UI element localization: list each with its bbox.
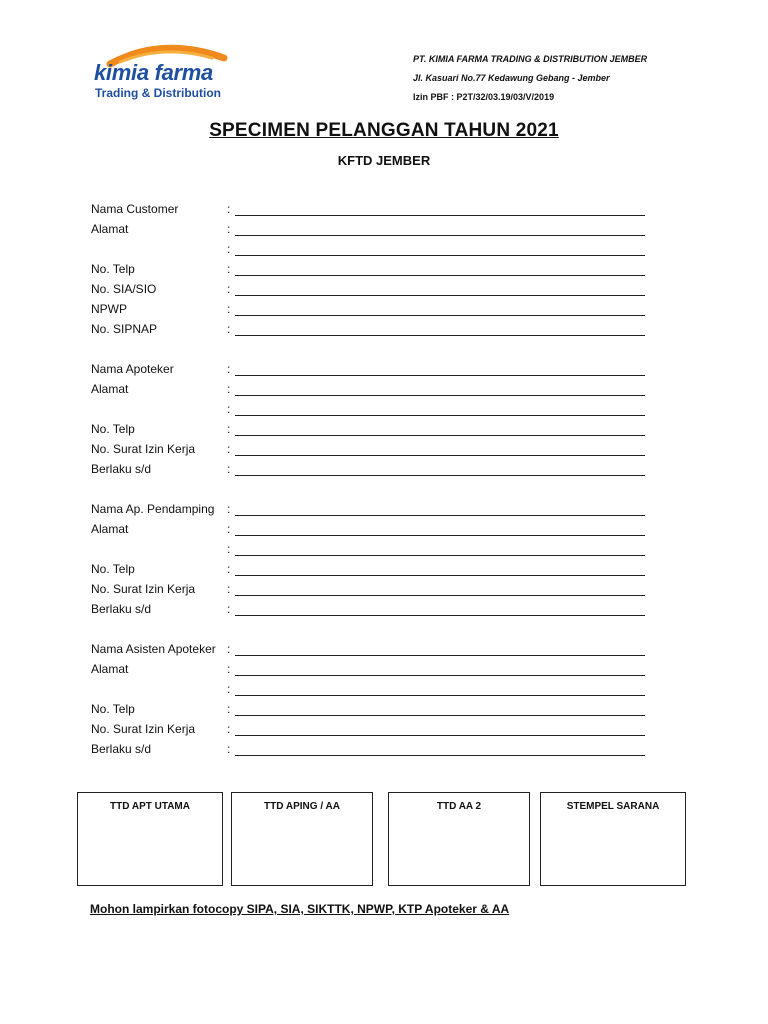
fill-in-line[interactable] (235, 695, 645, 696)
form-row (91, 420, 651, 440)
signature-box-aping-aa[interactable] (231, 792, 373, 886)
signature-caption: STEMPEL SARANA (566, 801, 660, 812)
signature-caption: TTD APT UTAMA (110, 801, 190, 812)
signature-caption: TTD AA 2 (436, 801, 482, 812)
form-row (91, 260, 651, 280)
field-colon: : (227, 442, 231, 456)
field-colon: : (227, 242, 231, 256)
form-row (91, 380, 651, 400)
field-label: Alamat (91, 662, 129, 676)
fill-in-line[interactable] (235, 415, 645, 416)
form-row (91, 280, 651, 300)
field-colon: : (227, 282, 231, 296)
field-label: Nama Ap. Pendamping (91, 502, 215, 516)
field-colon: : (227, 322, 231, 336)
field-label: Alamat (91, 522, 129, 536)
fill-in-line[interactable] (235, 255, 645, 256)
field-colon: : (227, 362, 231, 376)
section-gap (91, 340, 651, 360)
field-label: Berlaku s/d (91, 602, 152, 616)
form-row (91, 680, 651, 700)
fill-in-line[interactable] (235, 595, 645, 596)
fill-in-line[interactable] (235, 755, 645, 756)
form-row (91, 440, 651, 460)
fill-in-line[interactable] (235, 295, 645, 296)
field-label: No. Telp (91, 262, 135, 276)
fill-in-line[interactable] (235, 375, 645, 376)
signature-caption: TTD APING / AA (264, 801, 340, 812)
fill-in-line[interactable] (235, 555, 645, 556)
form-row (91, 220, 651, 240)
company-address: Jl. Kasuari No.77 Kedawung Gebang - Jember (413, 73, 610, 83)
field-colon: : (227, 402, 231, 416)
form-row (91, 580, 651, 600)
section-gap (91, 620, 651, 640)
fill-in-line[interactable] (235, 535, 645, 536)
form-row (91, 400, 651, 420)
field-label: Nama Apoteker (91, 362, 174, 376)
field-label: No. SIA/SIO (91, 282, 157, 296)
field-colon: : (227, 682, 231, 696)
stamp-box[interactable] (540, 792, 686, 886)
field-colon: : (227, 222, 231, 236)
logo-wordmark: kimia farma (94, 60, 213, 85)
field-colon: : (227, 582, 231, 596)
fill-in-line[interactable] (235, 315, 645, 316)
form-row (91, 200, 651, 220)
field-colon: : (227, 642, 231, 656)
document-title: SPECIMEN PELANGGAN TAHUN 2021 (209, 120, 559, 141)
field-colon: : (227, 202, 231, 216)
fill-in-line[interactable] (235, 615, 645, 616)
form-row (91, 240, 651, 260)
form-row (91, 660, 651, 680)
field-colon: : (227, 702, 231, 716)
fill-in-line[interactable] (235, 435, 645, 436)
field-colon: : (227, 302, 231, 316)
form-row (91, 520, 651, 540)
field-label: No. Surat Izin Kerja (91, 442, 196, 456)
form-row (91, 720, 651, 740)
field-colon: : (227, 422, 231, 436)
field-label: No. SIPNAP (91, 322, 158, 336)
form-row (91, 300, 651, 320)
field-label: No. Surat Izin Kerja (91, 722, 196, 736)
field-colon: : (227, 722, 231, 736)
fill-in-line[interactable] (235, 475, 645, 476)
section-gap (91, 480, 651, 500)
form-row (91, 700, 651, 720)
field-label: Nama Customer (91, 202, 179, 216)
fill-in-line[interactable] (235, 735, 645, 736)
field-label: Nama Asisten Apoteker (91, 642, 216, 656)
field-label: Alamat (91, 222, 129, 236)
company-header (413, 50, 647, 107)
fill-in-line[interactable] (235, 575, 645, 576)
logo-tagline: Trading & Distribution (95, 86, 221, 100)
fill-in-line[interactable] (235, 675, 645, 676)
field-colon: : (227, 602, 231, 616)
fill-in-line[interactable] (235, 655, 645, 656)
field-colon: : (227, 382, 231, 396)
field-label: No. Telp (91, 702, 135, 716)
field-label: Berlaku s/d (91, 742, 152, 756)
field-colon: : (227, 522, 231, 536)
document-subtitle: KFTD JEMBER (337, 153, 431, 168)
signature-box-apt-utama[interactable] (77, 792, 223, 886)
customer-form (91, 200, 651, 760)
fill-in-line[interactable] (235, 395, 645, 396)
field-label: No. Telp (91, 562, 135, 576)
form-row (91, 540, 651, 560)
field-label: Berlaku s/d (91, 462, 152, 476)
form-row (91, 460, 651, 480)
field-colon: : (227, 542, 231, 556)
signature-box-aa2[interactable] (388, 792, 530, 886)
field-label: No. Telp (91, 422, 135, 436)
field-label: No. Surat Izin Kerja (91, 582, 196, 596)
fill-in-line[interactable] (235, 275, 645, 276)
form-row (91, 600, 651, 620)
field-colon: : (227, 662, 231, 676)
attachment-note: Mohon lampirkan fotocopy SIPA, SIA, SIKTTK, NPWP, KTP Apoteker & AA (90, 902, 510, 916)
fill-in-line[interactable] (235, 715, 645, 716)
fill-in-line[interactable] (235, 215, 645, 216)
fill-in-line[interactable] (235, 235, 645, 236)
kimia-farma-logo (92, 38, 252, 102)
form-row (91, 740, 651, 760)
fill-in-line[interactable] (235, 335, 645, 336)
company-name: PT. KIMIA FARMA TRADING & DISTRIBUTION JEMBER (413, 54, 648, 64)
field-label: Alamat (91, 382, 129, 396)
company-license: Izin PBF : P2T/32/03.19/03/V/2019 (413, 92, 555, 102)
form-row (91, 500, 651, 520)
field-colon: : (227, 262, 231, 276)
field-colon: : (227, 742, 231, 756)
fill-in-line[interactable] (235, 455, 645, 456)
field-label: NPWP (91, 302, 127, 316)
field-colon: : (227, 502, 231, 516)
form-row (91, 640, 651, 660)
form-row (91, 360, 651, 380)
form-row (91, 320, 651, 340)
form-row (91, 560, 651, 580)
fill-in-line[interactable] (235, 515, 645, 516)
field-colon: : (227, 462, 231, 476)
field-colon: : (227, 562, 231, 576)
